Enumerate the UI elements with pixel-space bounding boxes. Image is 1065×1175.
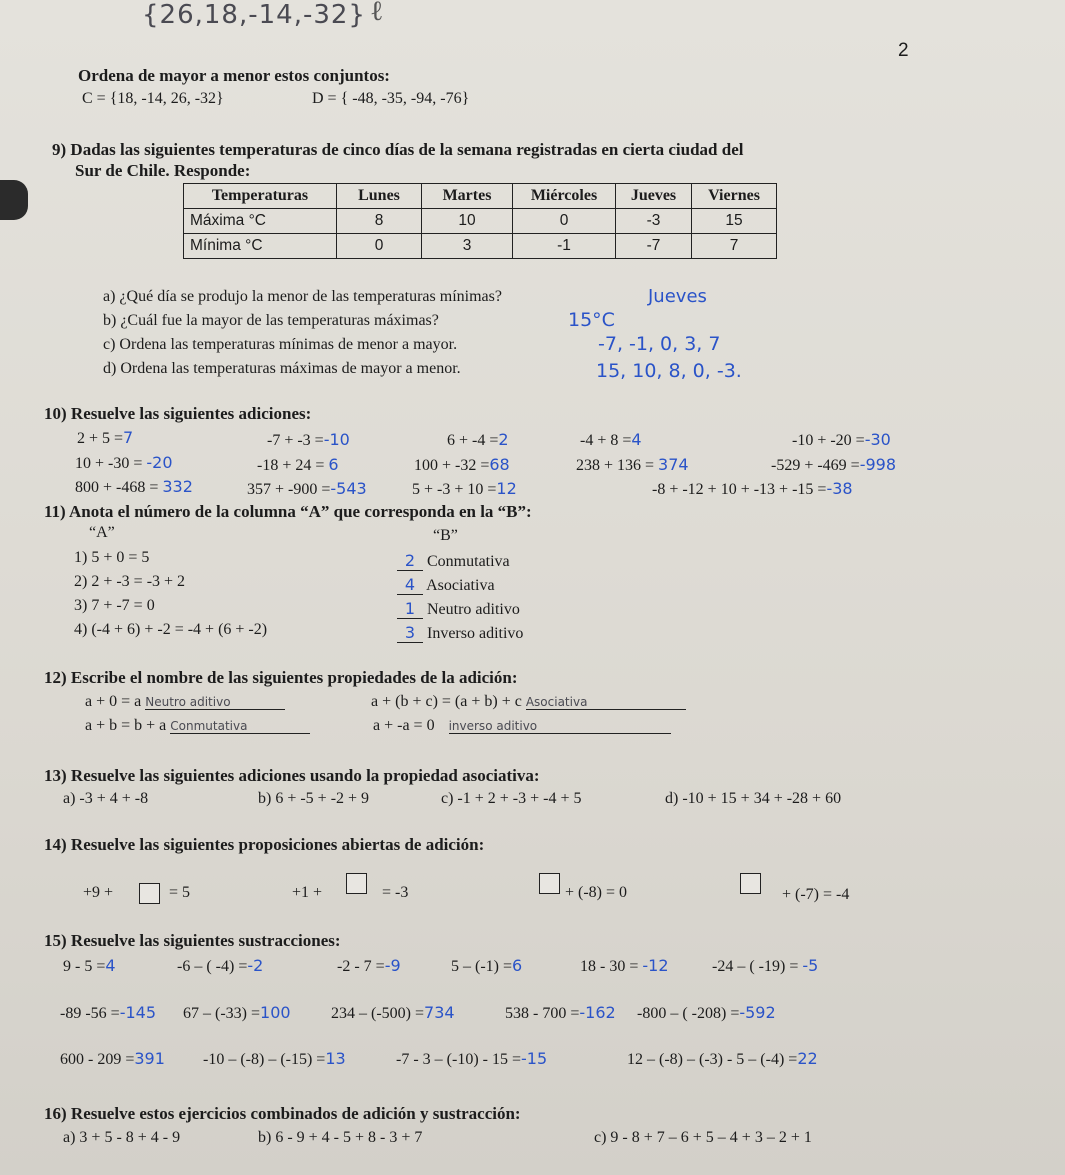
q15-item: -10 – (-8) – (-15) =13 bbox=[203, 1049, 346, 1068]
table-cell: 0 bbox=[337, 234, 422, 259]
q11-title: 11) Anota el número de la columna “A” que corresponda en la “B”: bbox=[44, 502, 532, 521]
q10-item: -8 + -12 + 10 + -13 + -15 =-38 bbox=[652, 479, 853, 498]
q10-item: -529 + -469 =-998 bbox=[771, 455, 897, 474]
q11-col-a-item: 4) (-4 + 6) + -2 = -4 + (6 + -2) bbox=[74, 621, 268, 638]
q14-title: 14) Resuelve las siguientes proposiciones abiertas de adición: bbox=[44, 835, 485, 854]
set-c: C = {18, -14, 26, -32} bbox=[82, 90, 224, 107]
q15-item: -7 - 3 – (-10) - 15 =-15 bbox=[396, 1049, 548, 1068]
q16-title: 16) Resuelve estos ejercicios combinados de adición y sustracción: bbox=[44, 1104, 521, 1123]
q12-answer-blank: Conmutativa bbox=[170, 719, 310, 734]
q9-title-line2: Sur de Chile. Responde: bbox=[75, 161, 251, 180]
table-row bbox=[184, 209, 777, 234]
q10-title: 10) Resuelve las siguientes adiciones: bbox=[44, 404, 312, 423]
q15-item: -24 – ( -19) = -5 bbox=[712, 956, 819, 975]
q11-answer-blank: 1 bbox=[397, 599, 423, 619]
q14-item-after: + (-7) = -4 bbox=[782, 886, 850, 903]
q15-answer: -592 bbox=[739, 1003, 776, 1022]
q15-answer: 6 bbox=[512, 956, 523, 975]
q16-item: a) 3 + 5 - 8 + 4 - 9 bbox=[63, 1129, 181, 1146]
page-edge-shadow bbox=[0, 180, 28, 220]
q15-item: 600 - 209 =391 bbox=[60, 1049, 165, 1068]
q9b-label: b) ¿Cuál fue la mayor de las temperaturas máximas? bbox=[103, 312, 439, 329]
q15-item: -800 – ( -208) =-592 bbox=[637, 1003, 776, 1022]
q9a-answer: Jueves bbox=[648, 286, 707, 307]
q9d-answer: 15, 10, 8, 0, -3. bbox=[596, 360, 742, 382]
q10-item: 10 + -30 = -20 bbox=[75, 453, 173, 472]
q15-answer: 100 bbox=[260, 1003, 291, 1022]
q10-answer: -38 bbox=[826, 479, 853, 498]
q13-item: a) -3 + 4 + -8 bbox=[63, 790, 149, 807]
q10-answer: 68 bbox=[489, 455, 510, 474]
table-cell: Máxima °C bbox=[184, 209, 337, 234]
q11-col-a-item: 3) 7 + -7 = 0 bbox=[74, 597, 155, 614]
table-header-cell: Viernes bbox=[692, 184, 777, 209]
q12-title: 12) Escribe el nombre de las siguientes propiedades de la adición: bbox=[44, 668, 518, 687]
q9c-answer: -7, -1, 0, 3, 7 bbox=[598, 333, 721, 355]
q14-item-after: = 5 bbox=[169, 884, 191, 901]
q9a-label: a) ¿Qué día se produjo la menor de las temperaturas mínimas? bbox=[103, 288, 502, 305]
q10-answer: 332 bbox=[162, 477, 193, 496]
q11-col-a-item: 1) 5 + 0 = 5 bbox=[74, 549, 150, 566]
q15-answer: 22 bbox=[797, 1049, 818, 1068]
q13-item: c) -1 + 2 + -3 + -4 + 5 bbox=[441, 790, 582, 807]
q10-item: -7 + -3 =-10 bbox=[267, 430, 350, 449]
table-cell: -3 bbox=[616, 209, 692, 234]
q9c-label: c) Ordena las temperaturas mínimas de menor a mayor. bbox=[103, 336, 458, 353]
q15-answer: -2 bbox=[247, 956, 264, 975]
q15-item: 12 – (-8) – (-3) - 5 – (-4) =22 bbox=[627, 1049, 818, 1068]
q13-item: d) -10 + 15 + 34 + -28 + 60 bbox=[665, 790, 842, 807]
q15-answer: 734 bbox=[424, 1003, 455, 1022]
q14-item-after: = -3 bbox=[382, 884, 409, 901]
q10-answer: 4 bbox=[631, 430, 642, 449]
table-header-cell: Miércoles bbox=[513, 184, 616, 209]
q11-answer-blank: 3 bbox=[397, 623, 423, 643]
q9-title-line1: 9) Dadas las siguientes temperaturas de cinco días de la semana registradas en cierta ciudad del bbox=[52, 140, 744, 159]
table-row bbox=[184, 234, 777, 259]
q15-answer: 391 bbox=[134, 1049, 165, 1068]
q11-col-b-item: 2 Conmutativa bbox=[397, 551, 510, 571]
q11-col-b-item: 1 Neutro aditivo bbox=[397, 599, 520, 619]
q10-item: -18 + 24 = 6 bbox=[257, 455, 339, 474]
q12-answer-blank: Asociativa bbox=[526, 695, 686, 710]
q14-answer-box[interactable] bbox=[139, 883, 160, 904]
q12-item: a + 0 = a Neutro aditivo bbox=[85, 693, 285, 711]
q10-answer: 6 bbox=[328, 455, 339, 474]
table-header-cell: Jueves bbox=[616, 184, 692, 209]
q10-answer: 2 bbox=[498, 430, 509, 449]
q15-answer: -15 bbox=[521, 1049, 548, 1068]
q10-answer: 7 bbox=[123, 428, 134, 447]
page-number: 2 bbox=[898, 40, 909, 61]
q14-answer-box[interactable] bbox=[346, 873, 367, 894]
table-cell: -7 bbox=[616, 234, 692, 259]
table-cell: 0 bbox=[513, 209, 616, 234]
q11-answer-blank: 4 bbox=[397, 575, 423, 595]
q11-col-b-item: 3 Inverso aditivo bbox=[397, 623, 523, 643]
q15-item: 234 – (-500) =734 bbox=[331, 1003, 455, 1022]
q15-answer: -12 bbox=[642, 956, 669, 975]
q9d-label: d) Ordena las temperaturas máximas de mayor a menor. bbox=[103, 360, 461, 377]
q10-item: 100 + -32 =68 bbox=[414, 455, 510, 474]
q15-answer: -145 bbox=[119, 1003, 156, 1022]
q15-item: 67 – (-33) =100 bbox=[183, 1003, 291, 1022]
table-cell: Mínima °C bbox=[184, 234, 337, 259]
q15-answer: 4 bbox=[105, 956, 116, 975]
q10-answer: -543 bbox=[330, 479, 367, 498]
q12-item: a + b = b + a Conmutativa bbox=[85, 717, 310, 735]
table-cell: -1 bbox=[513, 234, 616, 259]
order-sets-title: Ordena de mayor a menor estos conjuntos: bbox=[78, 66, 390, 85]
q11-col-b-header: “B” bbox=[433, 527, 458, 544]
q10-answer: -20 bbox=[146, 453, 173, 472]
q9b-answer: 15°C bbox=[568, 309, 615, 331]
q12-item: a + -a = 0 inverso aditivo bbox=[373, 717, 671, 735]
q10-item: 238 + 136 = 374 bbox=[576, 455, 689, 474]
temperature-table bbox=[183, 183, 777, 259]
q14-item-before: +9 + bbox=[83, 884, 114, 901]
q10-item: 6 + -4 =2 bbox=[447, 430, 509, 449]
table-cell: 15 bbox=[692, 209, 777, 234]
q15-answer: -9 bbox=[384, 956, 401, 975]
q10-answer: -998 bbox=[859, 455, 897, 474]
q16-item: b) 6 - 9 + 4 - 5 + 8 - 3 + 7 bbox=[258, 1129, 423, 1146]
q15-item: -2 - 7 =-9 bbox=[337, 956, 401, 975]
q15-item: -6 – ( -4) =-2 bbox=[177, 956, 264, 975]
table-cell: 10 bbox=[422, 209, 513, 234]
table-header-cell: Martes bbox=[422, 184, 513, 209]
q10-item: -4 + 8 =4 bbox=[580, 430, 642, 449]
table-cell: 8 bbox=[337, 209, 422, 234]
top-scribble: {26,18,-14,-32} bbox=[142, 0, 366, 30]
q11-col-a-header: “A” bbox=[89, 524, 115, 541]
q12-item: a + (b + c) = (a + b) + c Asociativa bbox=[371, 693, 686, 711]
q10-item: 2 + 5 =7 bbox=[77, 428, 134, 447]
q10-answer: 374 bbox=[658, 455, 689, 474]
set-d: D = { -48, -35, -94, -76} bbox=[312, 90, 470, 107]
table-cell: 3 bbox=[422, 234, 513, 259]
q16-item: c) 9 - 8 + 7 – 6 + 5 – 4 + 3 – 2 + 1 bbox=[594, 1129, 812, 1146]
q10-answer: -30 bbox=[864, 430, 891, 449]
q15-item: 9 - 5 =4 bbox=[63, 956, 116, 975]
q10-answer: 12 bbox=[496, 479, 517, 498]
table-header-cell: Temperaturas bbox=[184, 184, 337, 209]
q10-item: 357 + -900 =-543 bbox=[247, 479, 367, 498]
q15-item: 5 – (-1) =6 bbox=[451, 956, 523, 975]
q14-item-after: + (-8) = 0 bbox=[565, 884, 628, 901]
q11-answer-blank: 2 bbox=[397, 551, 423, 571]
q15-item: 18 - 30 = -12 bbox=[580, 956, 669, 975]
table-header-cell: Lunes bbox=[337, 184, 422, 209]
q11-col-b-item: 4 Asociativa bbox=[397, 575, 495, 595]
q13-item: b) 6 + -5 + -2 + 9 bbox=[258, 790, 370, 807]
q10-item: 5 + -3 + 10 =12 bbox=[412, 479, 517, 498]
q12-answer-blank: inverso aditivo bbox=[449, 719, 671, 734]
q15-item: 538 - 700 =-162 bbox=[505, 1003, 616, 1022]
q14-answer-box[interactable] bbox=[539, 873, 560, 894]
q15-item: -89 -56 =-145 bbox=[60, 1003, 156, 1022]
table-cell: 7 bbox=[692, 234, 777, 259]
q13-title: 13) Resuelve las siguientes adiciones usando la propiedad asociativa: bbox=[44, 766, 540, 785]
q10-item: -10 + -20 =-30 bbox=[792, 430, 891, 449]
q14-item-before: +1 + bbox=[292, 884, 323, 901]
q15-answer: -5 bbox=[802, 956, 819, 975]
q10-item: 800 + -468 = 332 bbox=[75, 477, 193, 496]
table-header-row bbox=[184, 184, 777, 209]
top-scribble-mark: ℓ bbox=[370, 0, 384, 27]
q15-title: 15) Resuelve las siguientes sustracciones: bbox=[44, 931, 341, 950]
q14-answer-box[interactable] bbox=[740, 873, 761, 894]
q15-answer: 13 bbox=[325, 1049, 346, 1068]
q12-answer-blank: Neutro aditivo bbox=[145, 695, 285, 710]
q11-col-a-item: 2) 2 + -3 = -3 + 2 bbox=[74, 573, 186, 590]
q10-answer: -10 bbox=[323, 430, 350, 449]
q15-answer: -162 bbox=[579, 1003, 616, 1022]
